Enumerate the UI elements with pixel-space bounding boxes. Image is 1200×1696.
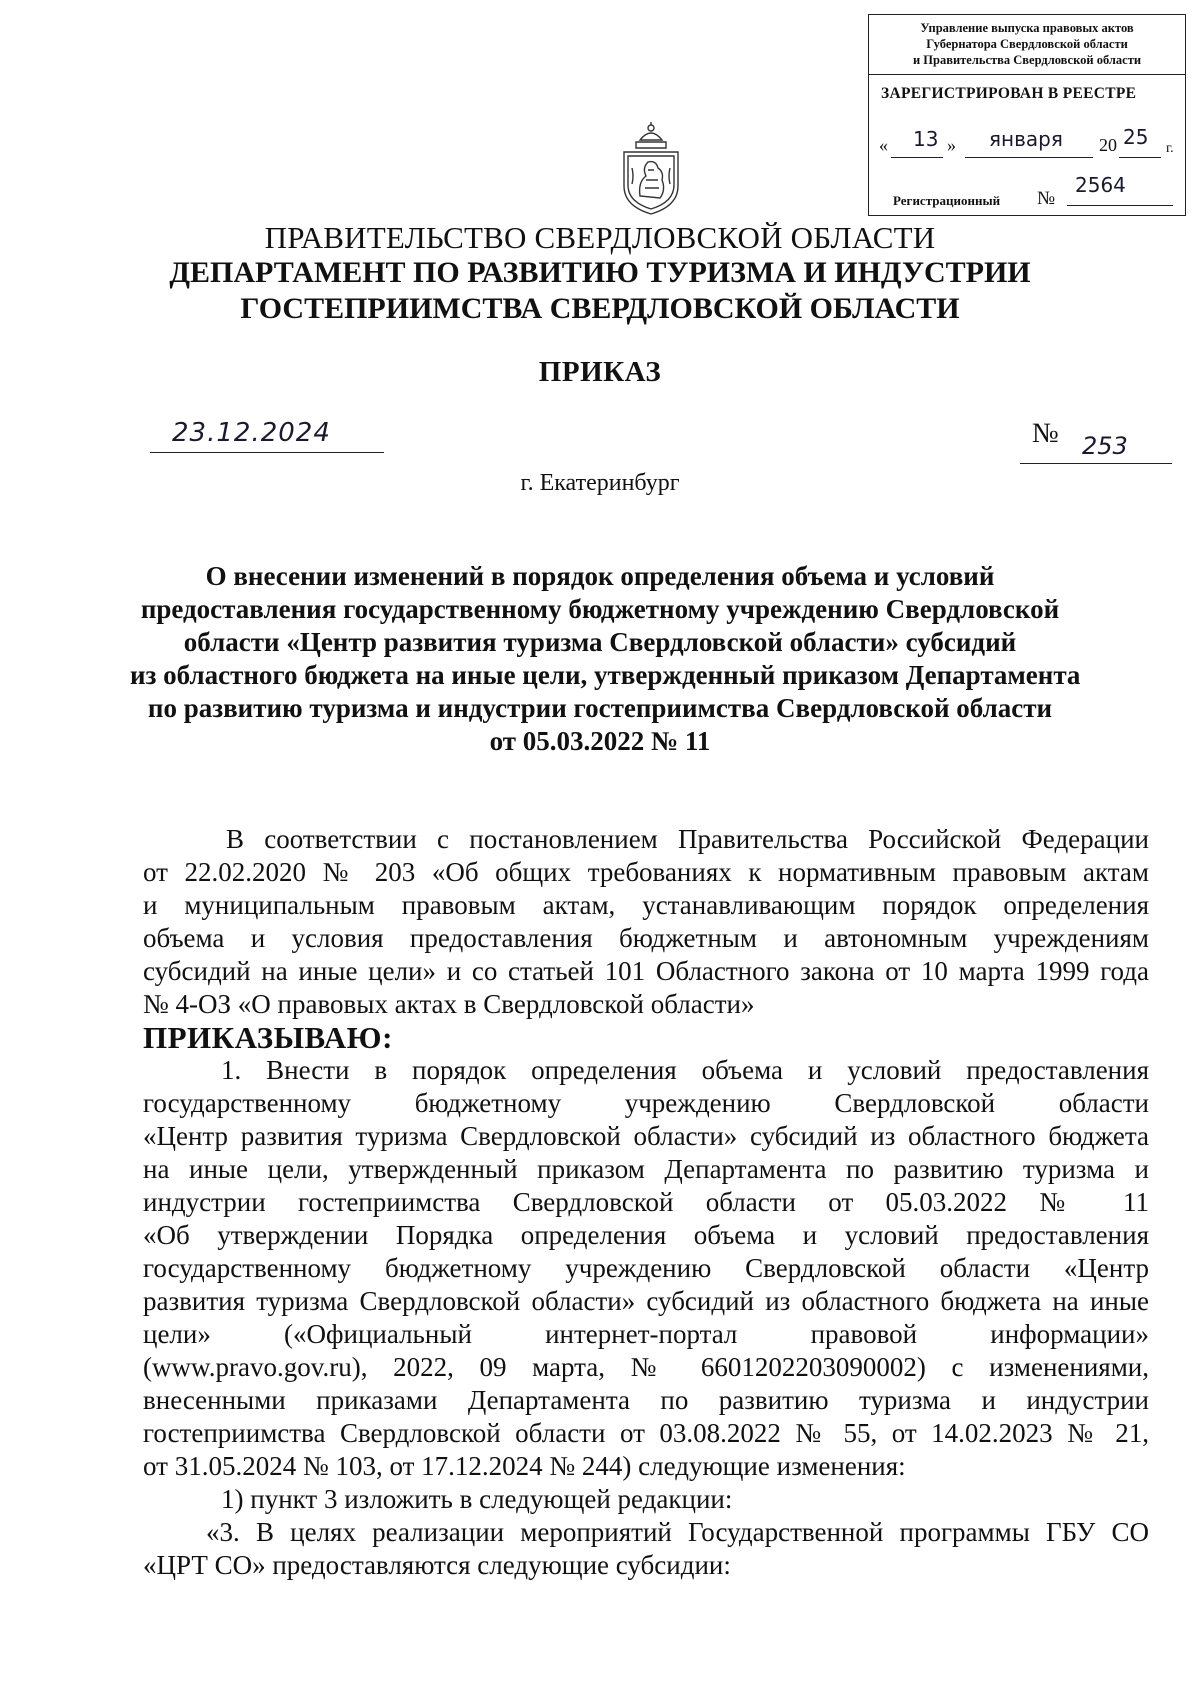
order-directive: ПРИКАЗЫВАЮ: [143, 1020, 393, 1055]
close-quote: » [947, 135, 956, 155]
item-line: от 31.05.2024 № 103, от 17.12.2024 № 244) следующие изменения: [143, 1451, 906, 1481]
city-name: г. Екатеринбург [520, 470, 680, 496]
item-line: «Центр развития туризма Свердловской области» субсидий из областного бюджета [143, 1121, 1149, 1151]
item-line: на иные цели, утвержденный приказом Департамента по развитию туризма и [143, 1154, 1149, 1184]
registration-authority [869, 15, 1185, 75]
coat-of-arms-emblem [618, 120, 684, 216]
preamble-line: и муниципальным правовым актам, устанавливающим порядок определения [143, 890, 1149, 920]
year-unit: г. [1166, 141, 1174, 156]
authority-line: Управление выпуска правовых актов [920, 21, 1134, 35]
item-line: цели» («Официальный интернет-портал правовой информации» [143, 1319, 1149, 1349]
order-body [143, 823, 1149, 1582]
item-line: (www.pravo.gov.ru), 2022, 09 марта, № 6601202203090002) с изменениями, [143, 1352, 1149, 1382]
year-underline [1119, 157, 1161, 158]
handwritten-order-number: 253 [1082, 432, 1128, 460]
subitem-line: 1) пункт 3 изложить в следующей редакции: [221, 1484, 733, 1514]
open-quote: « [879, 135, 888, 155]
item-line: развития туризма Свердловской области» субсидий из областного бюджета на иные [143, 1286, 1149, 1316]
registration-number-sign: № [1037, 188, 1056, 209]
day-underline [891, 157, 943, 158]
quoted-line: «3. В целях реализации мероприятий Государственной программы ГБУ СО [206, 1517, 1149, 1547]
subject-line: предоставления государственному бюджетному учреждению Свердловской [140, 594, 1060, 624]
registration-number-label: Регистрационный [893, 193, 1001, 208]
authority-line: Губернатора Свердловской области [926, 37, 1128, 51]
handwritten-date: 23.12.2024 [172, 418, 331, 448]
registration-number: 2564 [1075, 173, 1126, 197]
subject-line: О внесении изменений в порядок определения объема и условий [205, 561, 995, 591]
registered-label: ЗАРЕГИСТРИРОВАН В РЕЕСТРЕ [881, 85, 1137, 102]
registration-stamp [868, 14, 1186, 216]
registration-month: января [989, 127, 1063, 151]
department-name-line: ДЕПАРТАМЕНТ ПО РАЗВИТИЮ ТУРИЗМА И ИНДУСТРИИ [169, 256, 1031, 289]
quoted-line: «ЦРТ СО» предоставляются следующие субсидии: [143, 1550, 731, 1580]
item-line: государственному бюджетному учреждению Свердловской области [143, 1088, 1149, 1118]
item-line: индустрии гостеприимства Свердловской области от 05.03.2022 № 11 [143, 1187, 1149, 1217]
date-underline [150, 452, 384, 453]
registration-year: 25 [1123, 125, 1149, 149]
order-number-sign: № [1032, 418, 1059, 449]
preamble-line: объема и условия предоставления бюджетным и автономным учреждениям [143, 923, 1149, 953]
preamble-line: субсидий на иные цели» и со статьей 101 Областного закона от 10 марта 1999 года [143, 956, 1149, 986]
subject-line: по развитию туризма и индустрии гостеприимства Свердловской области [147, 693, 1053, 723]
month-underline [965, 157, 1093, 158]
year-prefix: 20 [1099, 135, 1117, 155]
subject-line: области «Центр развития туризма Свердловской области» субсидий [183, 627, 1017, 657]
authority-line: и Правительства Свердловской области [912, 53, 1142, 67]
order-number-underline [1020, 463, 1172, 464]
registration-date [879, 127, 1179, 163]
registration-day: 13 [913, 127, 939, 151]
document-type-title: ПРИКАЗ [538, 356, 662, 388]
preamble-line: В соответствии с постановлением Правительства Российской Федерации [226, 824, 1149, 854]
subject-line: из областного бюджета на иные цели, утвержденный приказом Департамента [130, 660, 1081, 690]
subject-line: от 05.03.2022 № 11 [489, 726, 711, 756]
item-line: гостеприимства Свердловской области от 03.08.2022 № 55, от 14.02.2023 № 21, [143, 1418, 1149, 1448]
item-line: государственному бюджетному учреждению Свердловской области «Центр [143, 1253, 1149, 1283]
item-line: внесенными приказами Департамента по развитию туризма и индустрии [143, 1385, 1149, 1415]
preamble-line: от 22.02.2020 № 203 «Об общих требованиях к нормативным правовым актам [143, 857, 1149, 887]
department-name-line: ГОСТЕПРИИМСТВА СВЕРДЛОВСКОЙ ОБЛАСТИ [240, 292, 960, 325]
item-line: «Об утверждении Порядка определения объема и условий предоставления [143, 1220, 1149, 1250]
government-name: ПРАВИТЕЛЬСТВО СВЕРДЛОВСКОЙ ОБЛАСТИ [264, 220, 936, 255]
order-subject [130, 560, 1081, 758]
item-line: 1. Внести в порядок определения объема и условий предоставления [221, 1055, 1149, 1085]
preamble-line: № 4-ОЗ «О правовых актах в Свердловской области» [143, 989, 755, 1019]
number-underline [1067, 205, 1173, 206]
